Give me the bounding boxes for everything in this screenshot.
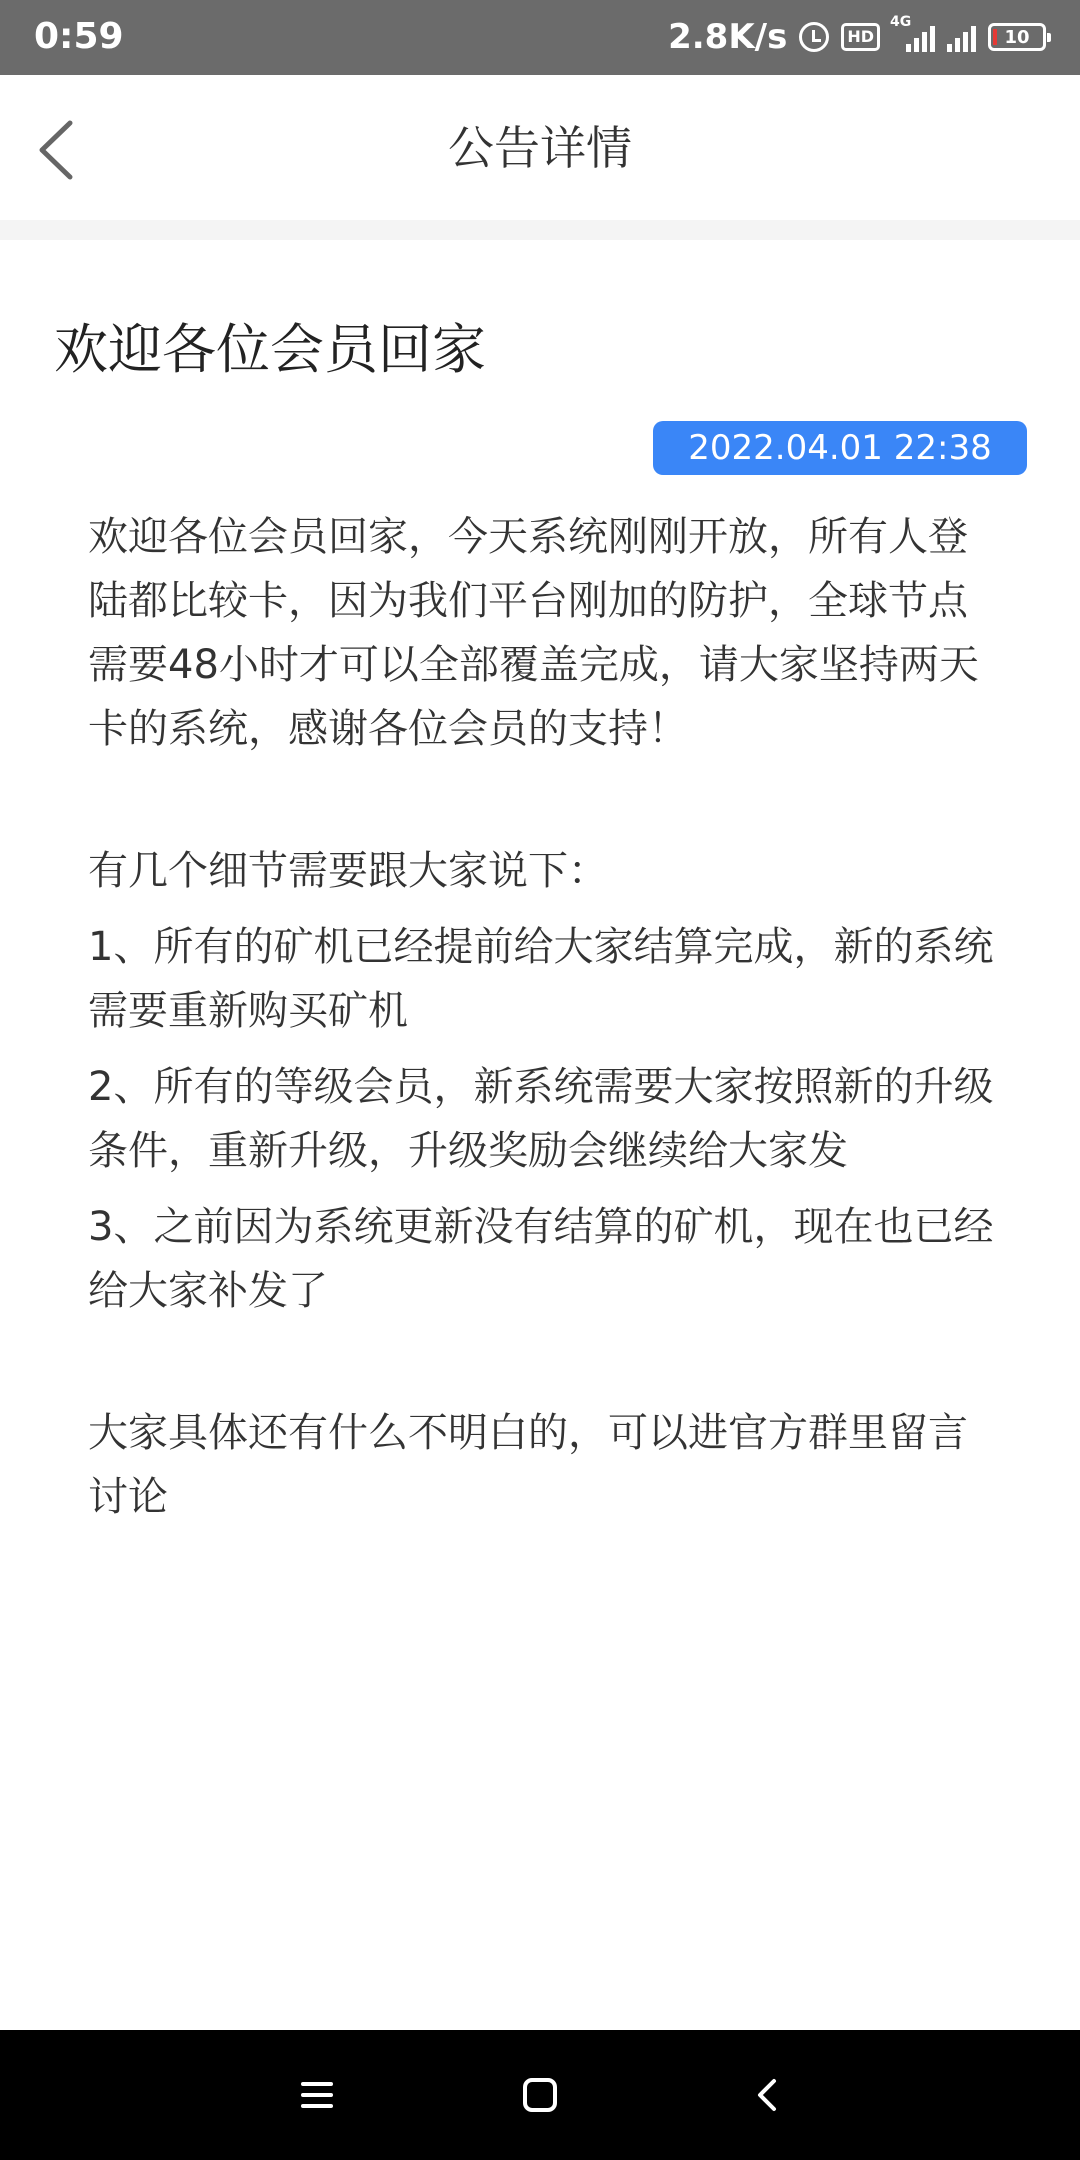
status-time: 0:59: [34, 16, 124, 57]
hd-icon: HD: [841, 23, 880, 51]
status-icons: [668, 12, 1046, 62]
nav-back-button[interactable]: [738, 2065, 798, 2125]
home-square-icon: [510, 2065, 570, 2125]
back-arrow-icon: [738, 2065, 798, 2125]
battery-level: 10: [1004, 26, 1030, 48]
home-button[interactable]: [510, 2065, 570, 2125]
detail-item-3: 3、之前因为系统更新没有结算的矿机，现在也已经给大家补发了: [88, 1204, 994, 1314]
details-heading: 有几个细节需要跟大家说下：: [88, 848, 608, 894]
recent-apps-button[interactable]: [287, 2065, 347, 2125]
article-body: [88, 505, 998, 1529]
alarm-icon: [799, 22, 829, 52]
battery-icon: [988, 23, 1046, 51]
detail-item-2: 2、所有的等级会员，新系统需要大家按照新的升级条件，重新升级，升级奖励会继续给大家发: [88, 1064, 994, 1174]
article-title: 欢迎各位会员回家: [54, 318, 486, 381]
status-bar: [0, 0, 1080, 75]
article-closing: 大家具体还有什么不明白的，可以进官方群里留言讨论: [88, 1410, 968, 1520]
date-badge: 2022.04.01 22:38: [653, 421, 1027, 475]
signal-4g-icon: [890, 14, 935, 52]
net-speed: 2.8K/s: [668, 17, 788, 57]
header-divider: [0, 220, 1080, 240]
article-intro: 欢迎各位会员回家，今天系统刚刚开放，所有人登陆都比较卡，因为我们平台刚加的防护，全球节点需要48小时才可以全部覆盖完成，请大家坚持两天卡的系统，感谢各位会员的支持！: [88, 514, 979, 752]
app-header: [0, 75, 1080, 220]
page-title: 公告详情: [448, 121, 632, 175]
system-nav-bar: [0, 2030, 1080, 2160]
detail-item-1: 1、所有的矿机已经提前给大家结算完成，新的系统需要重新购买矿机: [88, 924, 994, 1034]
network-type-label: 4G: [890, 14, 912, 30]
menu-icon: [287, 2065, 347, 2125]
signal-icon: [947, 22, 976, 52]
